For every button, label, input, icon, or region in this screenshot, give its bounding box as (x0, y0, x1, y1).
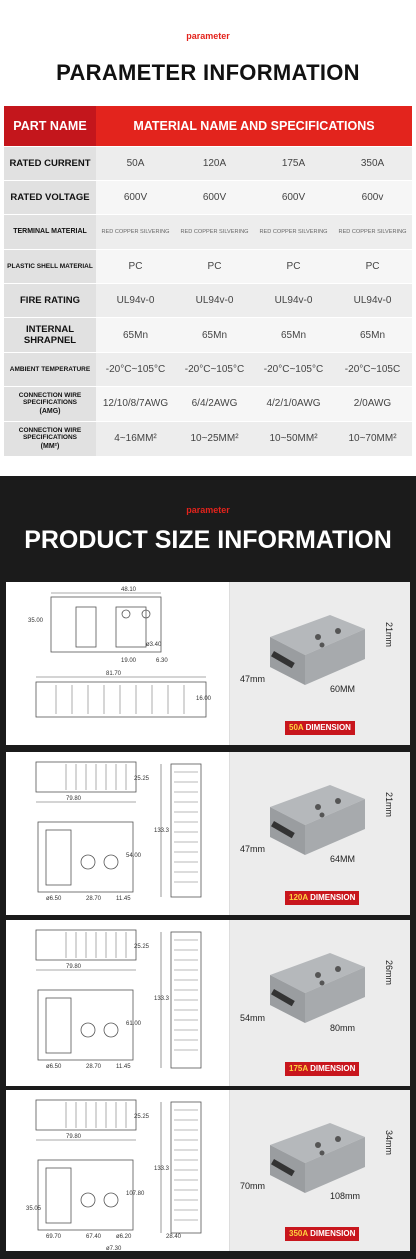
technical-drawing (6, 582, 230, 745)
connector-photo (260, 945, 370, 1025)
drawing-dimension-label: 35.00 (28, 618, 44, 624)
dimension-badge (285, 1227, 359, 1241)
table-cell: 4/2/1/0AWG (254, 387, 333, 421)
table-cell: 10~70MM² (333, 421, 412, 455)
section-title: PRODUCT SIZE INFORMATION (24, 526, 392, 554)
table-cell: -20°C~105°C (175, 352, 254, 386)
row-label-text: FIRE RATING (20, 295, 80, 307)
badge-label: DIMENSION (305, 723, 351, 732)
drawing-dimension-label: 69.70 (46, 1234, 62, 1240)
connector-photo (260, 1115, 370, 1195)
table-row (4, 421, 412, 455)
technical-drawing (6, 1090, 230, 1251)
drawing-dimension-label: 16.00 (196, 696, 212, 702)
dimension-badge (285, 1062, 359, 1076)
row-label (4, 249, 96, 283)
photo-area (230, 920, 410, 1086)
table-cell: -20°C~105°C (254, 352, 333, 386)
table-cell: UL94v-0 (175, 284, 254, 318)
table-cell: 10~50MM² (254, 421, 333, 455)
table-row (4, 180, 412, 214)
width-dimension: 108mm (330, 1190, 361, 1201)
row-label-text: PLASTIC SHELL MATERIAL (7, 262, 93, 270)
table-row (4, 387, 412, 421)
drawing-dimension-label: 28.70 (86, 1064, 102, 1070)
height-dimension: 26mm (384, 960, 394, 986)
table-cell: 10~25MM² (175, 421, 254, 455)
badge-amperage: 50A (289, 723, 304, 732)
drawing-dimension-label: ø7.30 (106, 1246, 122, 1251)
row-label-text: INTERNAL SHRAPNEL (23, 324, 77, 347)
drawing-area (6, 1090, 230, 1251)
badge-amperage: 350A (289, 1229, 308, 1238)
connector-photo (260, 607, 370, 687)
drawing-dimension-label: 79.80 (66, 796, 82, 802)
drawing-dimension-label: 19.00 (121, 658, 137, 664)
drawing-dimension-label: 54.00 (126, 853, 142, 859)
row-label (4, 215, 96, 249)
depth-dimension: 70mm (240, 1180, 266, 1191)
drawing-dimension-label: 79.80 (66, 964, 82, 970)
table-cell: -20°C~105°C (96, 352, 175, 386)
row-label-text: TERMINAL MATERIAL (13, 228, 87, 236)
drawing-area (6, 582, 230, 745)
row-label-text: CONNECTION WIRE SPECIFICATIONS (18, 427, 82, 442)
table-cell: RED COPPER SILVERING (254, 215, 333, 249)
technical-drawing (6, 752, 230, 915)
drawing-dimension-label: 28.70 (86, 896, 102, 902)
table-cell: PC (96, 249, 175, 283)
table-cell: PC (175, 249, 254, 283)
table-cell: RED COPPER SILVERING (333, 215, 412, 249)
drawing-dimension-label: 81.70 (106, 671, 122, 677)
drawing-area (6, 752, 230, 915)
connector-photo (260, 777, 370, 857)
row-label (4, 318, 96, 352)
table-cell: 12/10/8/7AWG (96, 387, 175, 421)
table-row (4, 284, 412, 318)
table-cell: RED COPPER SILVERING (96, 215, 175, 249)
drawing-dimension-label: 28.40 (166, 1234, 182, 1240)
drawing-dimension-label: 67.40 (86, 1234, 102, 1240)
row-label-unit: (MM²) (40, 443, 60, 451)
drawing-dimension-label: 11.45 (116, 896, 131, 902)
drawing-dimension-label: 25.25 (134, 776, 150, 782)
row-label-unit: (AMG) (39, 408, 61, 416)
row-label-text: AMBIENT TEMPERATURE (9, 366, 91, 374)
badge-label: DIMENSION (310, 1229, 356, 1238)
table-cell: 65Mn (96, 318, 175, 352)
table-cell: 600v (333, 180, 412, 214)
badge-amperage: 175A (289, 1064, 308, 1073)
drawing-dimension-label: 133.3 (154, 828, 170, 834)
width-dimension: 80mm (330, 1023, 356, 1033)
table-cell: PC (333, 249, 412, 283)
section-tag: parameter (186, 505, 230, 515)
width-dimension: 64MM (330, 853, 356, 864)
column-header-material: MATERIAL NAME AND SPECIFICATIONS (96, 106, 412, 146)
size-panel (6, 752, 410, 915)
row-label-text: RATED VOLTAGE (10, 192, 90, 204)
product-size-section (0, 476, 416, 1259)
parameter-table (4, 106, 412, 456)
table-cell: UL94v-0 (333, 284, 412, 318)
drawing-area (6, 920, 230, 1086)
table-row (4, 249, 412, 283)
photo-area (230, 752, 410, 915)
drawing-dimension-label: 35.05 (26, 1206, 42, 1212)
dimension-badge (285, 721, 355, 735)
table-cell: UL94v-0 (96, 284, 175, 318)
connector-image (260, 607, 370, 692)
table-cell: 4~16MM² (96, 421, 175, 455)
table-row (4, 146, 412, 180)
row-label (4, 146, 96, 180)
drawing-dimension-label: 61.00 (126, 1021, 142, 1027)
drawing-dimension-label: ø6.20 (116, 1234, 132, 1240)
table-row (4, 352, 412, 386)
table-cell: RED COPPER SILVERING (175, 215, 254, 249)
table-row (4, 215, 412, 249)
drawing-dimension-label: 48.10 (121, 587, 137, 593)
dimension-badge (285, 891, 359, 905)
table-cell: 50A (96, 146, 175, 180)
height-dimension: 21mm (384, 792, 394, 818)
parameter-section (0, 0, 416, 476)
table-cell: UL94v-0 (254, 284, 333, 318)
row-label-text: CONNECTION WIRE SPECIFICATIONS (18, 392, 82, 407)
drawing-dimension-label: 25.25 (134, 944, 150, 950)
row-label (4, 284, 96, 318)
drawing-dimension-label: 79.80 (66, 1134, 82, 1140)
table-row (4, 318, 412, 352)
table-cell: 65Mn (333, 318, 412, 352)
row-label-text: RATED CURRENT (9, 157, 91, 169)
width-dimension: 60MM (330, 683, 356, 694)
drawing-dimension-label: ø6.50 (46, 1064, 62, 1070)
photo-area (230, 582, 410, 745)
section-title: PARAMETER INFORMATION (56, 60, 360, 85)
height-dimension: 21mm (384, 622, 394, 648)
table-header-row (4, 106, 412, 146)
photo-area (230, 1090, 410, 1251)
size-panel (6, 582, 410, 745)
drawing-dimension-label: 133.3 (154, 996, 170, 1002)
table-cell: 600V (175, 180, 254, 214)
table-cell: 350A (333, 146, 412, 180)
table-cell: -20°C~105C (333, 352, 412, 386)
table-cell: 600V (254, 180, 333, 214)
table-cell: 6/4/2AWG (175, 387, 254, 421)
drawing-dimension-label: 107.80 (126, 1191, 145, 1197)
row-label (4, 352, 96, 386)
drawing-dimension-label: 6.30 (156, 658, 168, 664)
badge-amperage: 120A (289, 893, 308, 902)
table-cell: 2/0AWG (333, 387, 412, 421)
table-cell: 175A (254, 146, 333, 180)
section-tag: parameter (186, 31, 230, 41)
row-label (4, 387, 96, 421)
row-label (4, 421, 96, 455)
depth-dimension: 47mm (240, 673, 266, 684)
table-cell: 600V (96, 180, 175, 214)
connector-image (260, 945, 370, 1030)
row-label (4, 180, 96, 214)
depth-dimension: 47mm (240, 843, 266, 854)
drawing-dimension-label: 11.45 (116, 1064, 131, 1070)
size-panel (6, 1090, 410, 1251)
connector-image (260, 1115, 370, 1200)
height-dimension: 34mm (384, 1130, 394, 1156)
drawing-dimension-label: 133.3 (154, 1166, 170, 1172)
size-panel (6, 920, 410, 1086)
table-cell: 120A (175, 146, 254, 180)
drawing-dimension-label: ø6.50 (46, 896, 62, 902)
table-cell: 65Mn (254, 318, 333, 352)
table-cell: 65Mn (175, 318, 254, 352)
table-cell: PC (254, 249, 333, 283)
depth-dimension: 54mm (240, 1013, 266, 1023)
badge-label: DIMENSION (310, 1064, 356, 1073)
drawing-dimension-label: 25.25 (134, 1114, 150, 1120)
column-header-part-name: PART NAME (4, 106, 96, 146)
drawing-dimension-label: ø3.40 (146, 642, 162, 648)
technical-drawing (6, 920, 230, 1086)
connector-image (260, 777, 370, 862)
badge-label: DIMENSION (310, 893, 356, 902)
